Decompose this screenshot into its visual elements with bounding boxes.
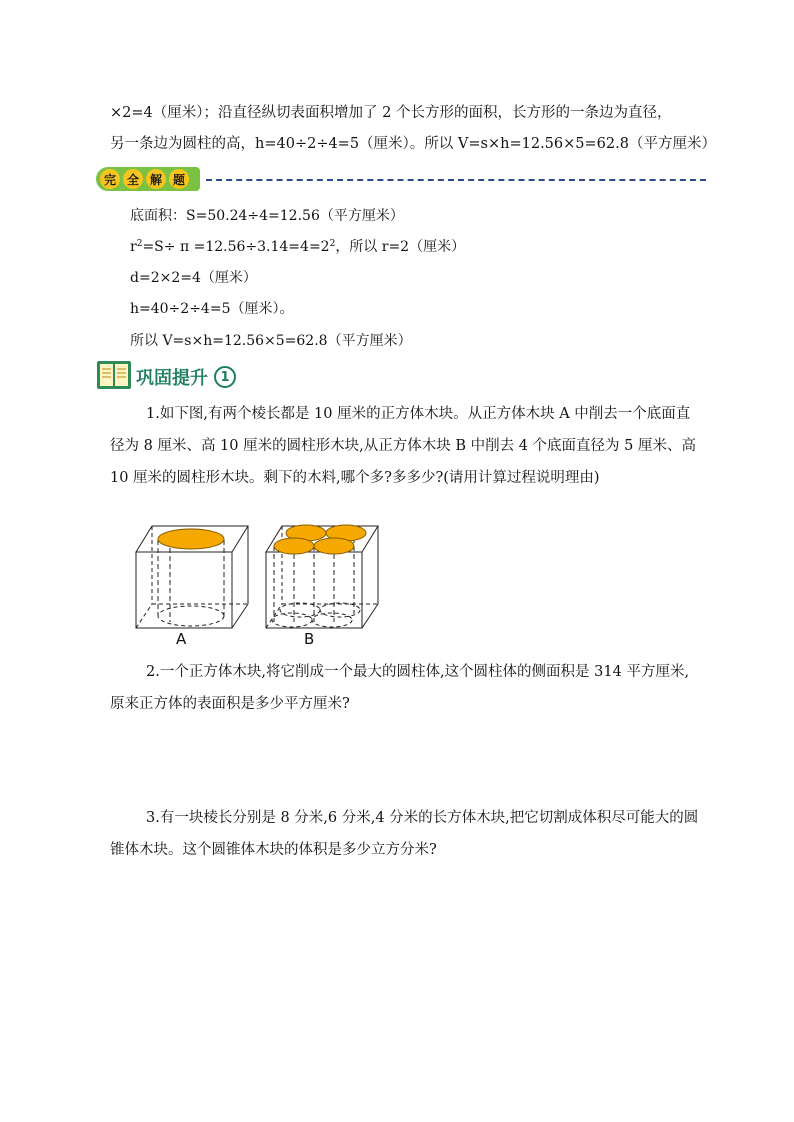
solution-line-2: $r^2=S\div \pi =12.56\div 3.14=4=2^2$，所以 r=2（厘米） xyxy=(130,239,466,255)
banner-char: 题 xyxy=(169,169,189,189)
solution-line-4: h=40÷2÷4=5（厘米）。 xyxy=(130,301,294,317)
question-3: 3.有一块棱长分别是 8 分米,6 分米,4 分米的长方体木块,把它切割成体积尽可能大的圆锥体木块。这个圆锥体木块的体积是多少立方分米? xyxy=(110,810,699,858)
section-title: 巩固提升 1 xyxy=(136,364,236,390)
banner-char: 全 xyxy=(123,169,143,189)
cube-diagram xyxy=(128,518,388,650)
cube-figure xyxy=(128,518,388,654)
text-line-2: 另一条边为圆柱的高，h=40÷2÷4=5（厘米）。所以 V=s×h=12.56×5=62.8（平方厘米） xyxy=(110,136,716,152)
solution-banner xyxy=(96,167,706,193)
cylinder-top-b xyxy=(274,538,314,554)
label-b: B xyxy=(304,630,315,648)
solution-line-3: d=2×2=4（厘米） xyxy=(130,270,257,286)
question-2: 2.一个正方体木块,将它削成一个最大的圆柱体,这个圆柱体的侧面积是 314 平方厘米,原来正方体的表面积是多少平方厘米? xyxy=(110,664,690,712)
solution-line-1: 底面积：S=50.24÷4=12.56（平方厘米） xyxy=(130,208,404,224)
banner-char: 解 xyxy=(146,169,166,189)
dashed-divider xyxy=(206,179,706,181)
banner-badge xyxy=(96,167,200,191)
label-a: A xyxy=(176,630,187,648)
section-number: 1 xyxy=(214,366,236,388)
cylinder-top-b xyxy=(314,538,354,554)
cylinder-top-a xyxy=(158,529,224,549)
banner-char: 完 xyxy=(100,169,120,189)
text-line-1: ×2=4（厘米）；沿直径纵切表面积增加了 2 个长方形的面积，长方形的一条边为直径， xyxy=(110,105,672,121)
solution-line-5: 所以 V=s×h=12.56×5=62.8（平方厘米） xyxy=(130,333,412,349)
question-1: 1.如下图,有两个棱长都是 10 厘米的正方体木块。从正方体木块 A 中削去一个底面直径为 8 厘米、高 10 厘米的圆柱形木块,从正方体木块 B 中削去 4 个底面直径为 5 厘米、高 10 厘米的圆柱形木块。剩下的木料,哪个多?多多少?(请用计算过程说明理由) xyxy=(110,406,696,486)
book-icon xyxy=(96,359,132,391)
